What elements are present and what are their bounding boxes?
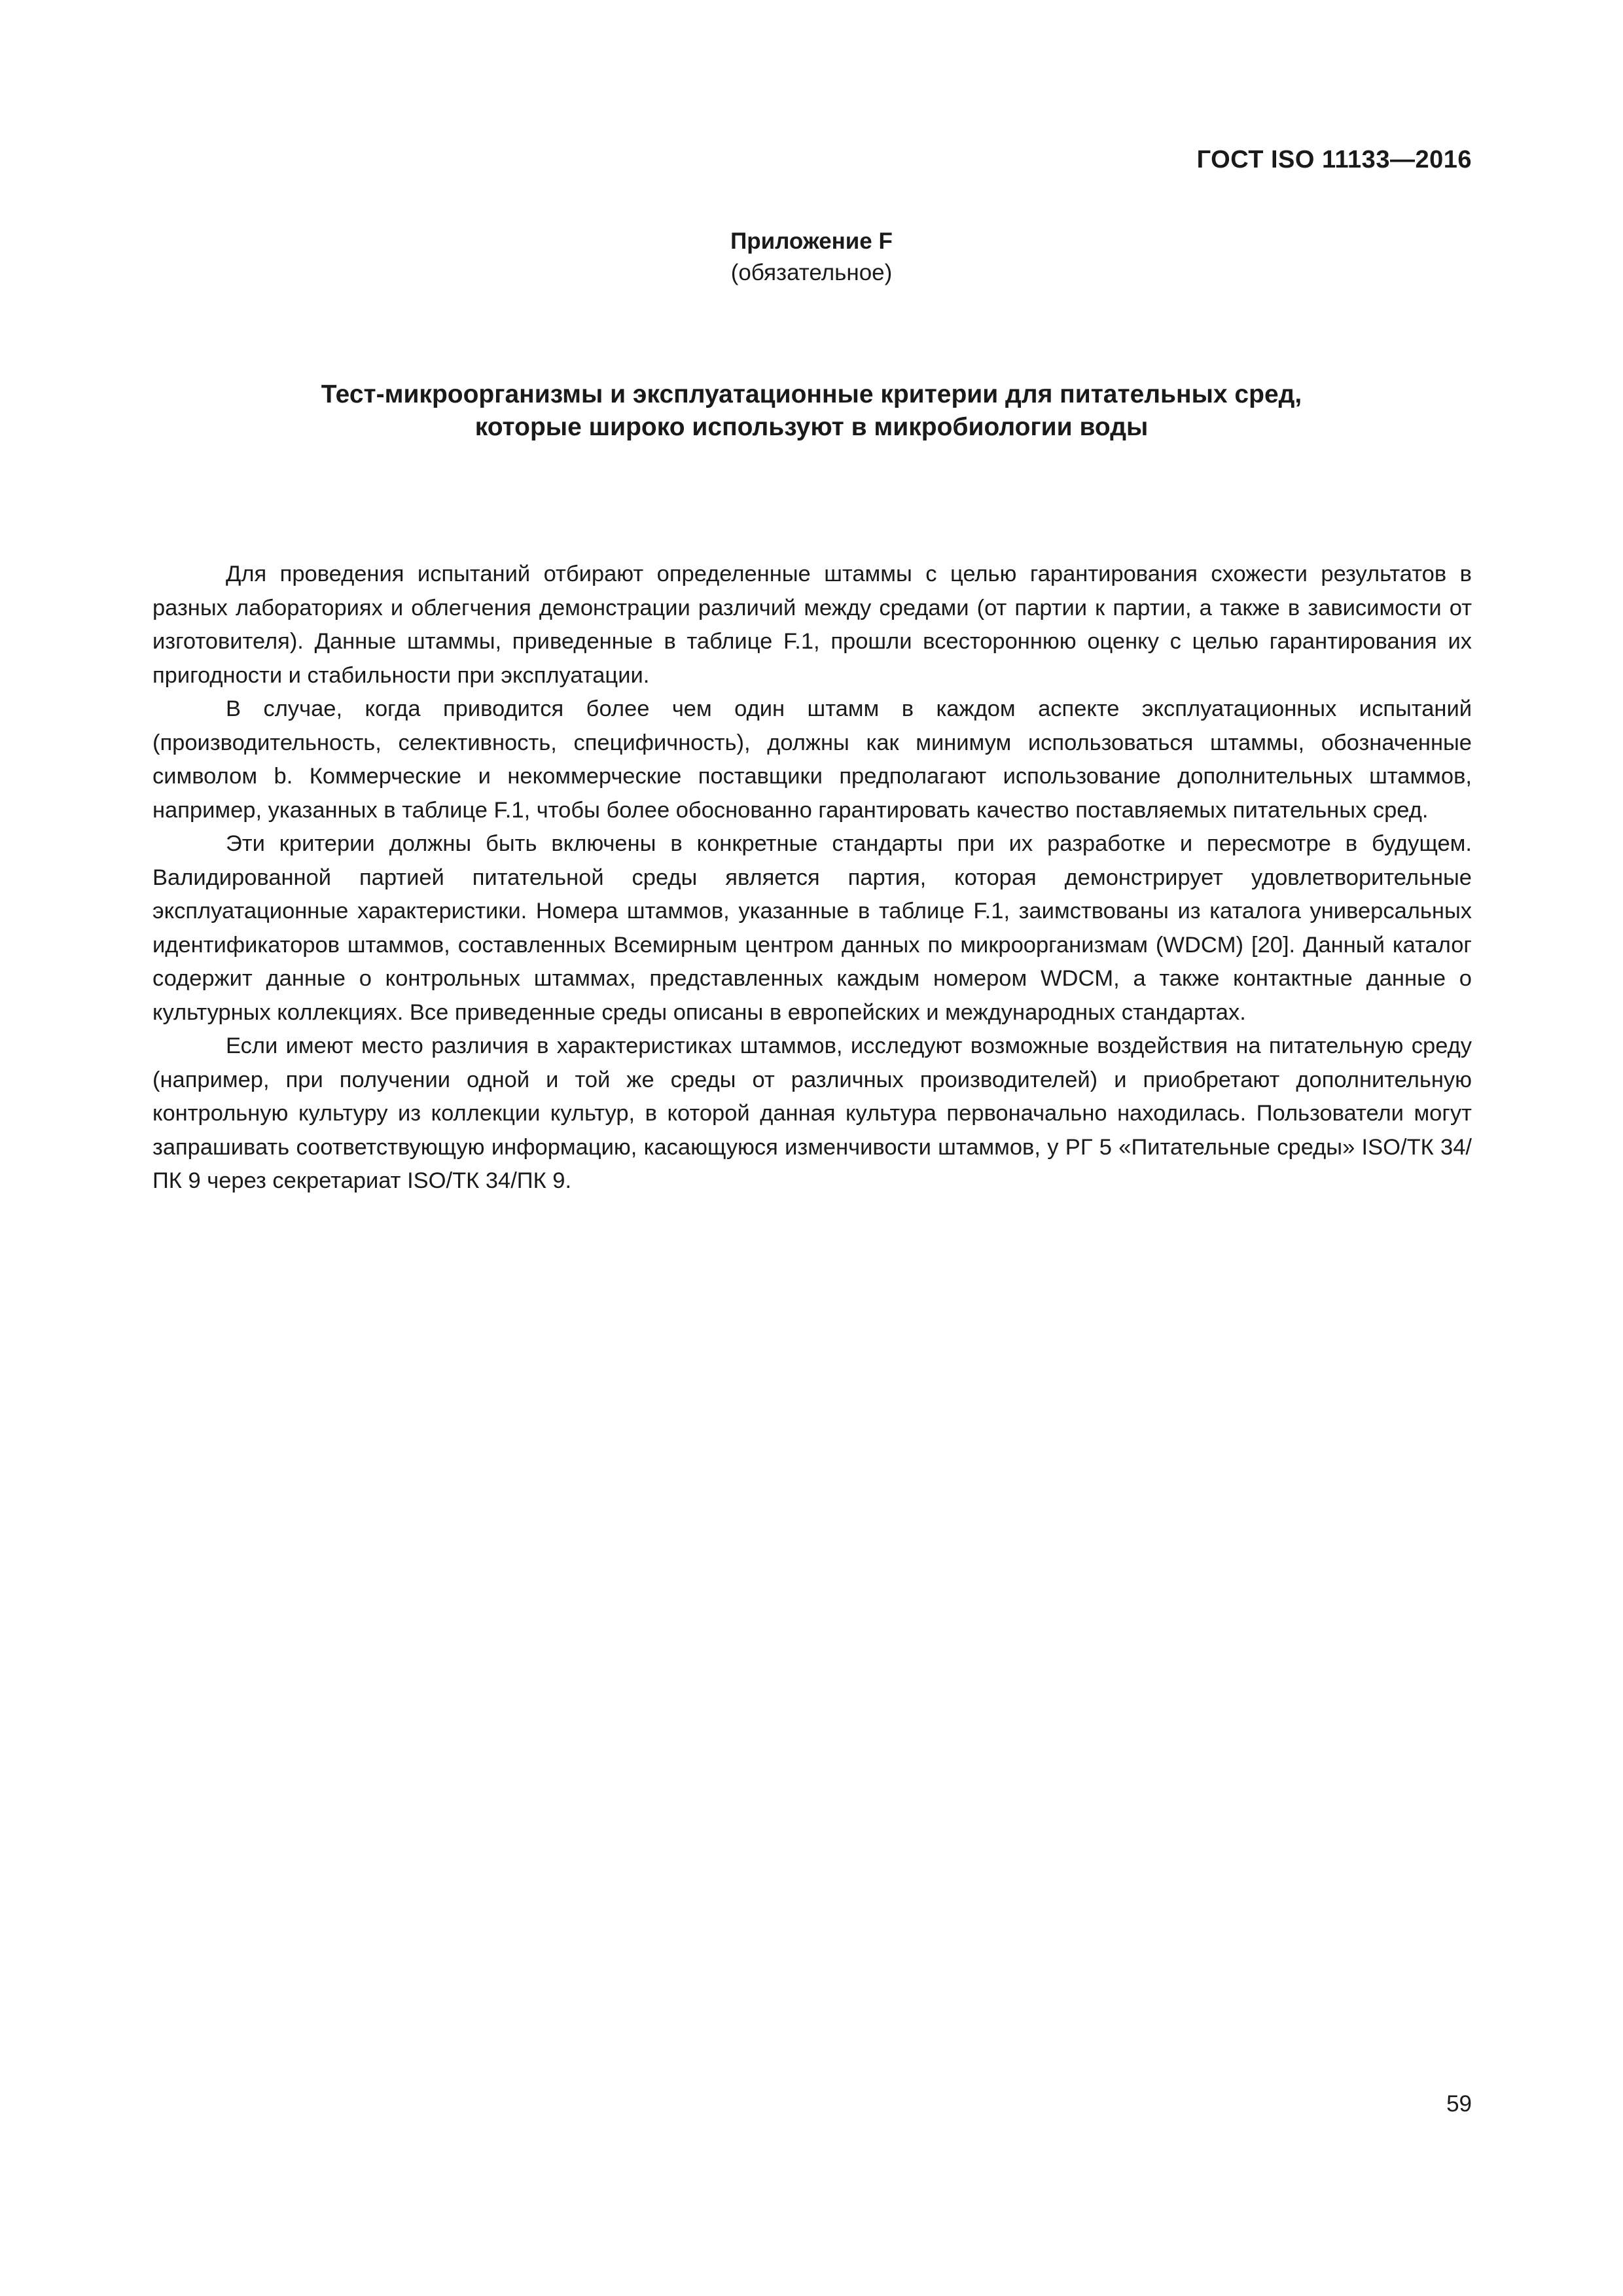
paragraph-2: В случае, когда приводится более чем один штамм в каждом аспекте эксплуатационных испытаний (производительность, селективность, специфичность), должны как минимум использоваться штаммы, обозначенные символом b. Коммерческие и некоммерческие поставщики предполагают использование дополнительных штаммов, например, указанных в таблице F.1, чтобы более обоснованно гарантировать качество поставляемых питательных сред. [152,696,1472,823]
page-number: 59 [1446,2091,1472,2117]
annex-title: Приложение F [730,228,893,254]
paragraph-4: Если имеют место различия в характеристиках штаммов, исследуют возможные воздействия на питательную среду (например, при получении одной и той же среды от различных производителей) и приобретают дополнительную контрольную культуру из коллекции культур, в которой данная культура первоначально находилась. Пользователи могут запрашивать соответствующую информацию, касающуюся изменчивости штаммов, у РГ 5 «Питательные среды» ISO/ТК 34/ПК 9 через секретариат ISO/ТК 34/ПК 9. [152,1033,1472,1193]
annex-status: (обязательное) [730,260,893,285]
annex-heading [0,226,1623,289]
body-text [152,558,1472,1198]
section-title-line-2: которые широко используют в микробиологии воды [474,413,1149,441]
section-title-line-1: Тест-микроорганизмы и эксплуатационные критерии для питательных сред, [321,380,1302,408]
paragraph-3: Эти критерии должны быть включены в конкретные стандарты при их разработке и пересмотре в будущем. Валидированной партией питательной среды является партия, которая демонстрирует удовлетворительные эксплуатационные характеристики. Номера штаммов, указанные в таблице F.1, заимствованы из каталога универсальных идентификаторов штаммов, составленных Всемирным центром данных по микроорганизмам (WDCM) [20]. Данный каталог содержит данные о контрольных штаммах, представленных каждым номером WDCM, а также контактные данные о культурных коллекциях. Все приведенные среды описаны в европейских и международных стандартах. [152,831,1472,1025]
paragraph-1: Для проведения испытаний отбирают определенные штаммы с целью гарантирования схожести результатов в разных лабораториях и облегчения демонстрации различий между средами (от партии к партии, а также в зависимости от изготовителя). Данные штаммы, приведенные в таблице F.1, прошли всестороннюю оценку с целью гарантирования их пригодности и стабильности при эксплуатации. [152,562,1472,688]
section-title [0,378,1623,444]
document-code: ГОСТ ISO 11133—2016 [1196,146,1472,173]
